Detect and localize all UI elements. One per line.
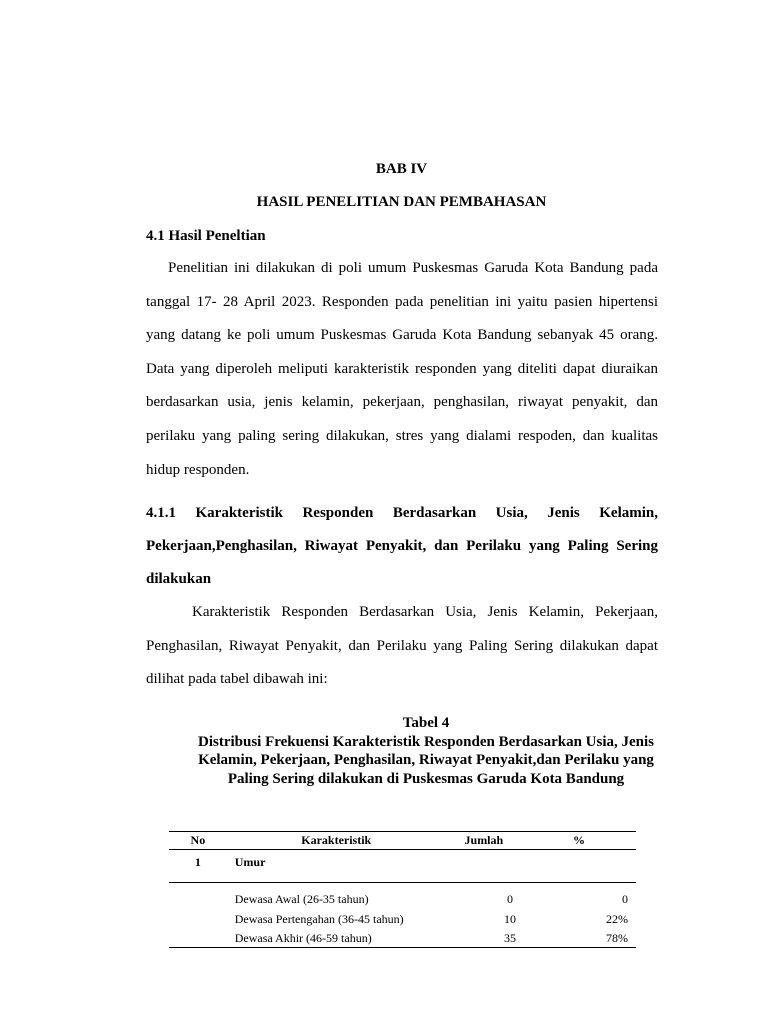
characteristics-table bbox=[169, 831, 636, 948]
group-label: Umur bbox=[234, 854, 266, 869]
row-persen: 0 bbox=[622, 891, 628, 906]
table-caption bbox=[195, 714, 657, 788]
table-group-row bbox=[169, 850, 636, 875]
row-label: Dewasa Pertengahan (36-45 tahun) bbox=[234, 911, 404, 926]
header-karakteristik: Karakteristik bbox=[227, 832, 438, 850]
row-jumlah: 10 bbox=[503, 911, 516, 926]
chapter-title: HASIL PENELITIAN DAN PEMBAHASAN bbox=[256, 194, 547, 210]
paragraph-table-intro-text: Karakteristik Responden Berdasarkan Usia, Jenis Kelamin, Pekerjaan, Penghasilan, Riwayat Penyakit, dan Perilaku yang Paling Sering dilakukan dapat dilihat pada tabel dibawah ini: bbox=[146, 604, 658, 688]
table-caption-title: Distribusi Frekuensi Karakteristik Responden Berdasarkan Usia, Jenis Kelamin, Pekerjaan, Penghasilan, Riwayat Penyakit,dan Perilaku yang Paling Sering dilakukan di Puskesmas Garuda Kota Bandung bbox=[197, 733, 655, 787]
header-no: No bbox=[169, 832, 227, 850]
row-label: Dewasa Akhir (46-59 tahun) bbox=[227, 929, 438, 948]
paragraph-intro-text: Penelitian ini dilakukan di poli umum Puskesmas Garuda Kota Bandung pada tanggal 17- 28 April 2023. Responden pada penelitian ini yaitu pasien hipertensi yang datang ke poli umum Puskesmas Garuda Kota Bandung sebanyak 45 orang. Data yang diperoleh meliputi karakteristik responden yang diteliti dapat diuraikan berdasarkan usia, jenis kelamin, pekerjaan, penghasilan, riwayat penyakit, dan perilaku yang paling sering dilakukan, stres yang dialami respoden, dan kualitas hidup responden. bbox=[146, 260, 658, 478]
table-row bbox=[169, 909, 636, 929]
group-no: 1 bbox=[194, 854, 201, 869]
paragraph-intro bbox=[146, 252, 658, 487]
row-persen: 78% bbox=[530, 929, 636, 948]
chapter-number: BAB IV bbox=[375, 161, 428, 177]
table-group-divider bbox=[169, 874, 636, 883]
header-persen: % bbox=[530, 832, 636, 850]
row-persen: 22% bbox=[606, 911, 628, 926]
section-heading: 4.1 Hasil Peneltian bbox=[146, 228, 266, 244]
table-row bbox=[169, 883, 636, 910]
table-caption-label: Tabel 4 bbox=[402, 715, 450, 731]
header-jumlah: Jumlah bbox=[438, 832, 530, 850]
row-jumlah: 0 bbox=[506, 891, 513, 906]
subsection-heading: 4.1.1 Karakteristik Responden Berdasarkan Usia, Jenis Kelamin, Pekerjaan,Penghasilan, Riwayat Penyakit, dan Perilaku yang Paling Sering dilakukan bbox=[146, 505, 658, 587]
row-jumlah: 35 bbox=[503, 930, 516, 945]
row-label: Dewasa Awal (26-35 tahun) bbox=[234, 891, 369, 906]
table-row bbox=[169, 929, 636, 948]
paragraph-table-intro bbox=[146, 596, 658, 697]
table-header-row bbox=[169, 832, 636, 850]
